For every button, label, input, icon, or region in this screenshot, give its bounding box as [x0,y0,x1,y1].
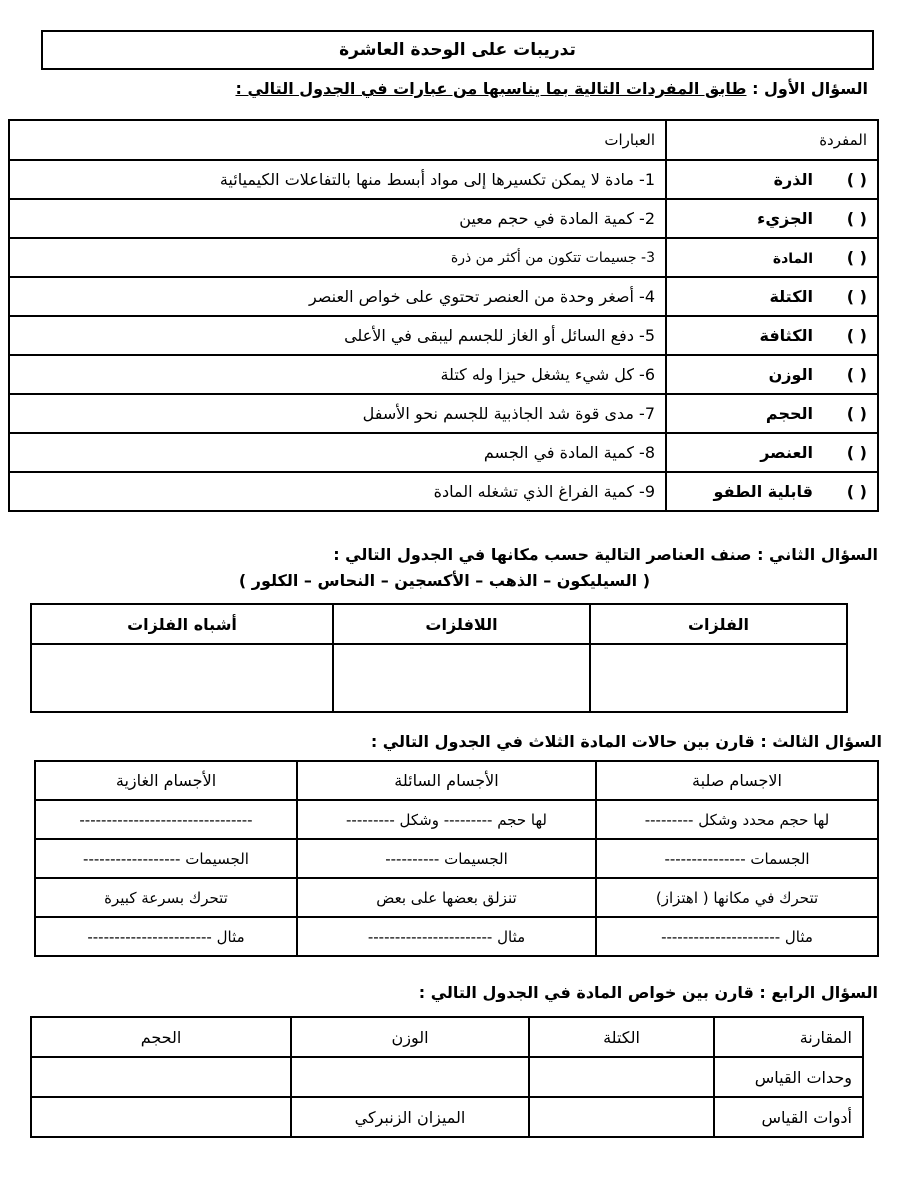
question-1-heading [235,79,868,98]
word-cell [666,316,878,355]
table-cell[interactable]: الجسمات --------------- [596,839,878,878]
answer-blank[interactable]: ( ) [846,404,867,423]
table-header-row [9,120,878,160]
word-label: الكتلة [769,287,813,306]
header-metals: الفلزات [590,604,847,644]
matching-table [8,119,879,512]
word-cell [666,277,878,316]
table-header-row [31,604,847,644]
table-row [9,160,878,199]
word-cell [666,160,878,199]
word-label: الحجم [765,404,813,423]
question-4-heading [419,983,878,1002]
statement-cell: 7- مدى قوة شد الجاذبية للجسم نحو الأسفل [9,394,666,433]
answer-blank[interactable]: ( ) [846,365,867,384]
answer-blank[interactable]: ( ) [846,326,867,345]
question-2-heading [333,545,878,564]
table-row [35,839,878,878]
header-gases: الأجسام الغازية [35,761,297,800]
word-label: الجزيء [757,209,813,228]
table-row [35,800,878,839]
question-3-label: السؤال الثالث : [760,732,882,751]
question-4-text: قارن بين خواص المادة في الجدول التالي : [418,983,754,1002]
answer-cell[interactable] [333,644,590,712]
word-cell [666,199,878,238]
word-label: قابلية الطفو [713,482,813,501]
word-cell [666,355,878,394]
question-2-label: السؤال الثاني : [757,545,878,564]
answer-blank[interactable]: ( ) [846,170,867,189]
answer-cell[interactable] [529,1097,714,1137]
answer-cell[interactable] [31,1097,291,1137]
statement-cell: 3- جسيمات تتكون من أكثر من ذرة [9,238,666,277]
answer-cell[interactable]: الميزان الزنبركي [291,1097,529,1137]
question-1-text: طابق المفردات التالية بما يناسبها من عبارات في الجدول التالي : [235,79,747,98]
table-cell[interactable]: الجسيمات ------------------ [35,839,297,878]
statement-cell: 8- كمية المادة في الجسم [9,433,666,472]
table-row [31,1057,863,1097]
states-table [34,760,879,957]
table-row [9,199,878,238]
table-row [9,472,878,511]
header-metalloids: أشباه الفلزات [31,604,333,644]
statement-cell: 6- كل شيء يشغل حيزا وله كتلة [9,355,666,394]
table-cell: تتحرك بسرعة كبيرة [35,878,297,917]
table-cell: تنزلق بعضها على بعض [297,878,596,917]
word-cell [666,433,878,472]
table-cell[interactable]: لها حجم محدد وشكل --------- [596,800,878,839]
table-cell[interactable]: مثال ---------------------- [596,917,878,956]
answer-blank[interactable]: ( ) [846,287,867,306]
word-cell [666,472,878,511]
classification-table [30,603,848,713]
table-cell: تتحرك في مكانها ( اهتزاز) [596,878,878,917]
statement-cell: 2- كمية المادة في حجم معين [9,199,666,238]
table-cell[interactable]: لها حجم --------- وشكل --------- [297,800,596,839]
table-cell[interactable]: -------------------------------- [35,800,297,839]
statement-cell: 5- دفع السائل أو الغاز للجسم ليبقى في الأعلى [9,316,666,355]
word-label: العنصر [760,443,813,462]
page-title: تدريبات على الوحدة العاشرة [41,30,874,70]
statement-cell: 1- مادة لا يمكن تكسيرها إلى مواد أبسط منها بالتفاعلات الكيميائية [9,160,666,199]
answer-cell[interactable] [31,1057,291,1097]
header-statement: العبارات [9,120,666,160]
answer-cell[interactable] [590,644,847,712]
header-volume: الحجم [31,1017,291,1057]
table-header-row [35,761,878,800]
table-cell[interactable]: الجسيمات ---------- [297,839,596,878]
row-label: أدوات القياس [714,1097,863,1137]
answer-blank[interactable]: ( ) [846,248,867,267]
word-label: الذرة [773,170,813,189]
answer-blank[interactable]: ( ) [846,443,867,462]
header-solids: الاجسام صلبة [596,761,878,800]
header-weight: الوزن [291,1017,529,1057]
statement-cell: 9- كمية الفراغ الذي تشغله المادة [9,472,666,511]
answer-cell[interactable] [31,644,333,712]
word-cell [666,394,878,433]
table-row [9,394,878,433]
answer-blank[interactable]: ( ) [846,209,867,228]
answer-blank[interactable]: ( ) [846,482,867,501]
row-label: وحدات القياس [714,1057,863,1097]
table-row [31,1097,863,1137]
header-comparison: المقارنة [714,1017,863,1057]
table-row [9,433,878,472]
table-cell[interactable]: مثال ----------------------- [297,917,596,956]
question-2-elements: ( السيليكون – الذهب – الأكسجين – النحاس – الكلور ) [238,571,650,590]
table-header-row [31,1017,863,1057]
table-row [31,644,847,712]
table-row [9,277,878,316]
answer-cell[interactable] [529,1057,714,1097]
question-2-text: صنف العناصر التالية حسب مكانها في الجدول التالي : [333,545,752,564]
header-liquids: الأجسام السائلة [297,761,596,800]
header-nonmetals: اللافلزات [333,604,590,644]
properties-table [30,1016,864,1138]
table-row [9,355,878,394]
question-3-text: قارن بين حالات المادة الثلاث في الجدول التالي : [370,732,755,751]
word-label: الكثافة [759,326,813,345]
table-row [35,878,878,917]
word-label: الوزن [768,365,813,384]
table-row [9,238,878,277]
table-row [35,917,878,956]
question-4-label: السؤال الرابع : [759,983,878,1002]
statement-cell: 4- أصغر وحدة من العنصر تحتوي على خواص العنصر [9,277,666,316]
table-row [9,316,878,355]
question-1-label: السؤال الأول : [752,79,868,98]
word-label: المادة [772,251,813,267]
table-cell[interactable]: مثال ----------------------- [35,917,297,956]
word-cell [666,238,878,277]
header-mass: الكتلة [529,1017,714,1057]
answer-cell[interactable] [291,1057,529,1097]
header-word: المفردة [666,120,878,160]
question-3-heading [371,732,882,751]
